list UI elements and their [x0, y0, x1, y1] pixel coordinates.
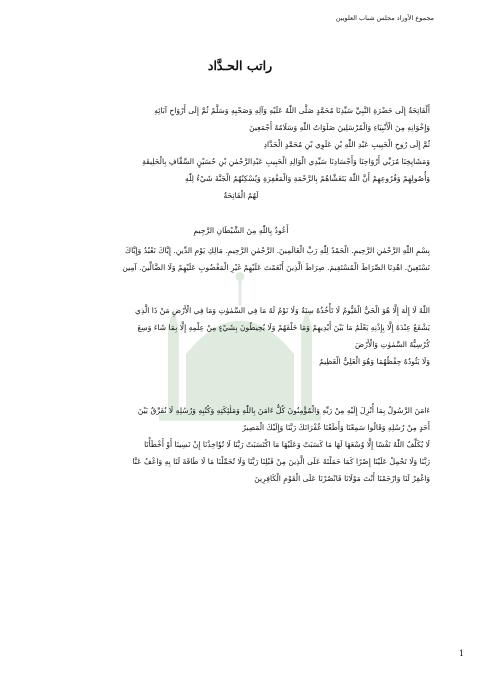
amana-rasul-line: وَاغْفِرْ لَنَا وَارْحَمْنَا أَنْتَ مَوْلَانَا فَانْصُرْنَا عَلَى الْقَوْمِ الْكَافِرِينَ — [254, 474, 430, 483]
ayat-kursi-line: اللّٰهُ لَا إِلٰهَ إِلَّا هُوَ الْحَيُّ الْقَيُّومُ لَا تَأْخُذُهُ سِنَةٌ وَلَا نَوْمٌ لَهُ مَا فِي السَّمٰوٰتِ وَمَا فِي الْأَرْضِ مَنْ ذَا الَّذِي — [135, 306, 430, 315]
page-title: راتب الحـدَّاد — [207, 58, 273, 73]
running-header: مجموع الأوراد مجلس شباب العلويين — [335, 14, 434, 22]
intro-line: أَلْفَاتِحَةُ إِلَى حَضْرَةِ النَّبِيِّ سَيِّدِنَا مُحَمَّدٍ صَلَّى اللّٰهُ عَلَيْهِ وَآلِهِ وَصَحْبِهِ وَسَلَّمْ ثُمَّ إِلَى أَرْوَاحِ آبَائِهِ — [154, 106, 430, 115]
amana-rasul-line: لَا يُكَلِّفُ اللّٰهُ نَفْسًا إِلَّا وُسْعَهَا لَهَا مَا كَسَبَتْ وَعَلَيْهَا مَا اكْتَسَبَتْ رَبَّنَا لَا تُؤَاخِذْنَا إِنْ نَسِينَا أَوْ أَخْطَأْنَا — [144, 440, 430, 449]
amana-rasul-line: أَحَدٍ مِنْ رُسُلِهِ وَقَالُوا سَمِعْنَا وَأَطَعْنَا غُفْرَانَكَ رَبَّنَا وَإِلَيْكَ الْمَصِيرُ — [242, 423, 430, 432]
intro-line: وَإِخْوَانِهِ مِنَ الْأَنْبِيَاءِ وَالْمُرْسَلِينَ صَلَوَاتُ اللّٰهِ وَسَلَامُهُ أَجْمَعِينَ — [249, 123, 430, 132]
ayat-kursi-line: وَلَا يَئُودُهُ حِفْظُهُمَا وَهُوَ الْعَلِيُّ الْعَظِيمُ — [319, 357, 430, 366]
page-number: 1 — [458, 649, 464, 658]
amana-rasul-line: ءَامَنَ الرَّسُولُ بِمَا أُنْزِلَ إِلَيْهِ مِنْ رَبِّهِ وَالْمُؤْمِنُونَ كُلٌّ ءَامَنَ بِاللّٰهِ وَمَلٰئِكَتِهِ وَكُتُبِهِ وَرُسُلِهِ لَا نُفَرِّقُ بَيْنَ — [137, 406, 430, 415]
ayat-kursi-line: يَشْفَعُ عِنْدَهُ إِلَّا بِإِذْنِهِ يَعْلَمُ مَا بَيْنَ أَيْدِيهِمْ وَمَا خَلْفَهُمْ وَلَا يُحِيطُونَ بِشَيْءٍ مِنْ عِلْمِهِ إِلَّا بِمَا شَاءَ وَسِعَ — [137, 323, 430, 332]
intro-dedication — [52, 102, 430, 204]
ayat-al-kursi — [52, 302, 430, 370]
intro-line: وَأُصُولِهِمْ وَفُرُوعِهِمْ أَنَّ اللّٰهَ يَتَغَشَّاهُمْ بِالرَّحْمَةِ وَالْمَغْفِرَةِ وَيُسْكِنُهُمُ الْجَنَّةَ شَيْءٌ لِلّٰهِ — [185, 174, 430, 183]
intro-line: وَمَشَايِخِنَا مُرَبِّي أَرْوَاحِنَا وَأَجْسَادِنَا سَيِّدِي الْوَالِدِ الْحَبِيبِ عَبْدِالرَّحْمٰنِ بْنِ حُسَيْنٍ السَّقَّافِ بِالْحَلِيقَةِ — [142, 157, 430, 166]
taawwudh — [52, 222, 430, 239]
intro-line: لَهُمُ الْفَاتِحَةُ — [223, 191, 259, 200]
ayat-kursi-line: كُرْسِيُّهُ السَّمٰوٰتِ وَالْأَرْضَ — [355, 340, 430, 349]
surah-fatiha — [52, 242, 430, 276]
fatiha-line: نَسْتَعِينُ. اهْدِنَا الصِّرَاطَ الْمُسْتَقِيمَ. صِرَاطَ الَّذِينَ أَنْعَمْتَ عَلَيْهِمْ غَيْرِ الْمَغْضُوبِ عَلَيْهِمْ وَلَا الضَّالِّينَ. آمِين — [122, 263, 430, 272]
fatiha-line: بِسْمِ اللّٰهِ الرَّحْمٰنِ الرَّحِيمِ. الْحَمْدُ لِلّٰهِ رَبِّ الْعَالَمِينَ. الرَّحْمٰنِ الرَّحِيمِ. مَالِكِ يَوْمِ الدِّينِ. إِيَّاكَ نَعْبُدُ وَإِيَّاكَ — [124, 246, 430, 255]
amana-rasul — [52, 402, 430, 487]
taawwudh-line: أَعُوذُ بِاللّٰهِ مِنَ الشَّيْطَانِ الرَّجِيمِ — [193, 226, 289, 235]
intro-line: ثُمَّ إِلَى رُوحِ الْحَبِيبِ عَبْدِ اللّٰهِ بْنِ عَلَوِي بْنِ مُحَمَّدٍ الْحَدَّادِ — [263, 140, 430, 149]
amana-rasul-line: رَبَّنَا وَلَا تَحْمِلْ عَلَيْنَا إِصْرًا كَمَا حَمَلْتَهُ عَلَى الَّذِينَ مِنْ قَبْلِنَا رَبَّنَا وَلَا تُحَمِّلْنَا مَا لَا طَاقَةَ لَنَا بِهِ وَاعْفُ عَنَّا — [132, 457, 430, 466]
